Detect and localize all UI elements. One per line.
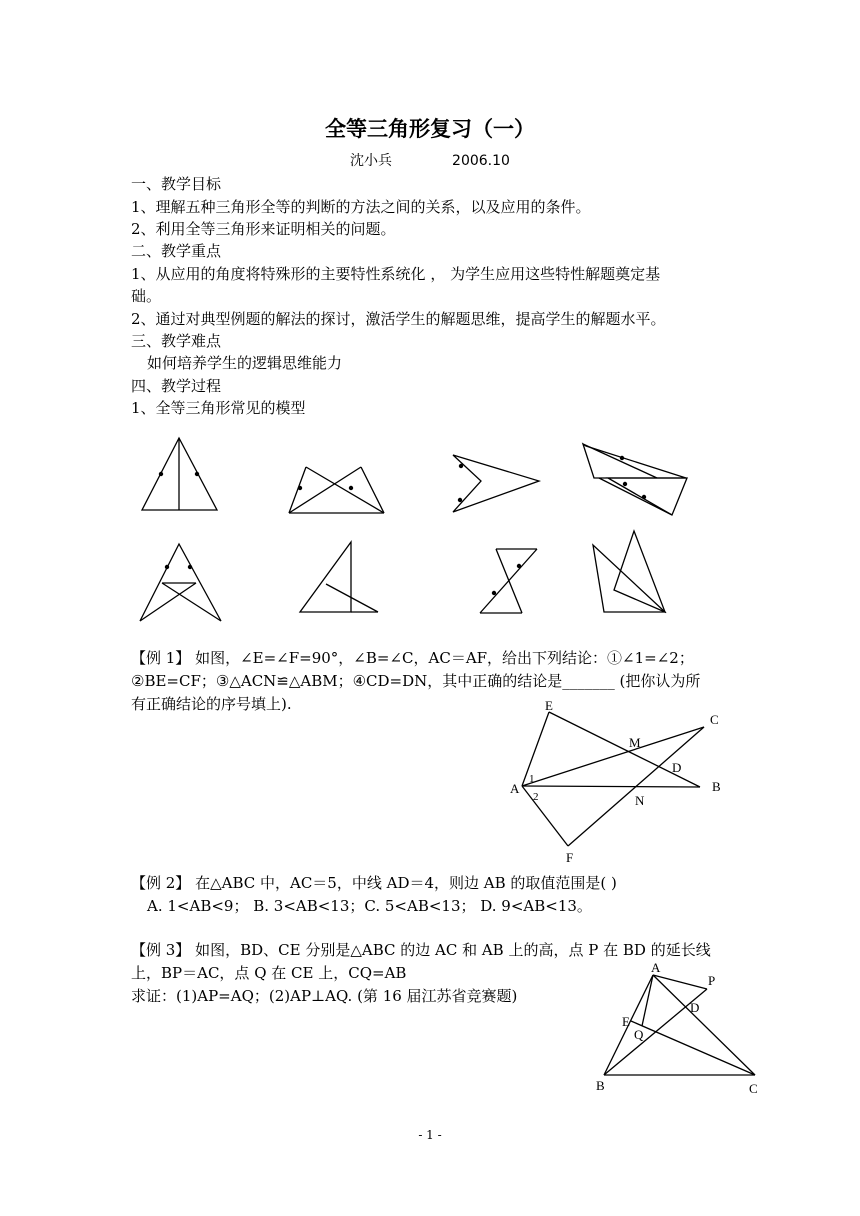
label-E: E (622, 1014, 630, 1029)
label-B: B (596, 1078, 605, 1093)
text-line: 2、利用全等三角形来证明相关的问题。 (131, 220, 396, 238)
label-F: F (566, 850, 574, 865)
example2-text: 【例 2】 在△ABC 中，AC＝5，中线 AD＝4，则边 AB 的取值范围是( ) (131, 874, 617, 892)
text-line: 1、从应用的角度将特殊形的主要特性系统化 ， 为学生应用这些特性解题奠定基 (131, 265, 661, 283)
mark-dot (159, 472, 163, 476)
mark-dot (298, 486, 302, 490)
mark-dot (642, 495, 646, 499)
example3-text: 求证：(1)AP=AQ；(2)AP⊥AQ. (第 16 届江苏省竞赛题) (131, 987, 518, 1005)
author-name: 沈小兵 (350, 153, 393, 169)
example1-figure (510, 698, 721, 865)
mark-dot (492, 591, 496, 595)
label-N: N (635, 793, 645, 808)
section-heading: 一、教学目标 (131, 175, 222, 193)
mark-dot (188, 565, 192, 569)
model-figure-7 (480, 549, 537, 613)
mark-dot (165, 565, 169, 569)
example1-text: ②BE=CF；③△ACN≌△ABM；④CD=DN，其中正确的结论是_______ (把你认为所 (131, 672, 701, 690)
page-number: - 1 - (418, 1128, 442, 1142)
model-figure-8 (593, 531, 665, 612)
text-line: 1、理解五种三角形全等的判断的方法之间的关系，以及应用的条件。 (131, 198, 591, 216)
page-title: 全等三角形复习（一） (325, 117, 535, 141)
example2-options: A. 1<AB<9； B. 3<AB<13；C. 5<AB<13； D. 9<AB<13。 (147, 897, 592, 915)
mark-dot (195, 472, 199, 476)
label-C: C (710, 712, 719, 727)
label-E: E (545, 698, 553, 713)
mark-dot (623, 482, 627, 486)
label-M: M (629, 735, 641, 750)
mark-dot (458, 498, 462, 502)
label-C: C (749, 1081, 758, 1096)
label-Q: Q (634, 1027, 644, 1042)
mark-dot (620, 456, 624, 460)
text-line: 如何培养学生的逻辑思维能力 (147, 354, 343, 372)
label-A: A (651, 960, 661, 975)
model-figure-1 (142, 438, 217, 510)
model-figure-5 (140, 544, 221, 621)
text-line: 础。 (131, 287, 162, 305)
mark-dot (517, 564, 521, 568)
example3-text: 上，BP＝AC，点 Q 在 CE 上，CQ=AB (131, 964, 407, 982)
label-B: B (712, 779, 721, 794)
model-figure-2 (289, 467, 384, 513)
label-P: P (708, 973, 716, 988)
example3-text: 【例 3】 如图，BD、CE 分别是△ABC 的边 AC 和 AB 上的高，点 P 在 BD 的延长线 (131, 941, 711, 959)
text-line: 1、全等三角形常见的模型 (131, 399, 306, 417)
example1-text: 有正确结论的序号填上). (131, 695, 292, 713)
text-line: 2、通过对典型例题的解法的探讨，激活学生的解题思维，提高学生的解题水平。 (131, 310, 666, 328)
model-figure-3 (453, 455, 539, 512)
date: 2006.10 (452, 153, 510, 169)
section-heading: 四、教学过程 (131, 377, 222, 395)
section-heading: 三、教学难点 (131, 332, 222, 350)
angle-label-1: 1 (529, 773, 535, 785)
label-D: D (672, 760, 682, 775)
mark-dot (459, 464, 463, 468)
example1-text: 【例 1】 如图，∠E=∠F=90°，∠B=∠C，AC＝AF，给出下列结论：①∠1=∠2； (131, 649, 694, 667)
label-D: D (690, 1000, 700, 1015)
label-A: A (510, 781, 520, 796)
section-heading: 二、教学重点 (131, 242, 222, 260)
mark-dot (349, 486, 353, 490)
model-figure-4 (583, 444, 687, 515)
model-figure-6 (300, 542, 378, 612)
example3-figure (596, 960, 758, 1096)
angle-label-2: 2 (533, 791, 539, 803)
